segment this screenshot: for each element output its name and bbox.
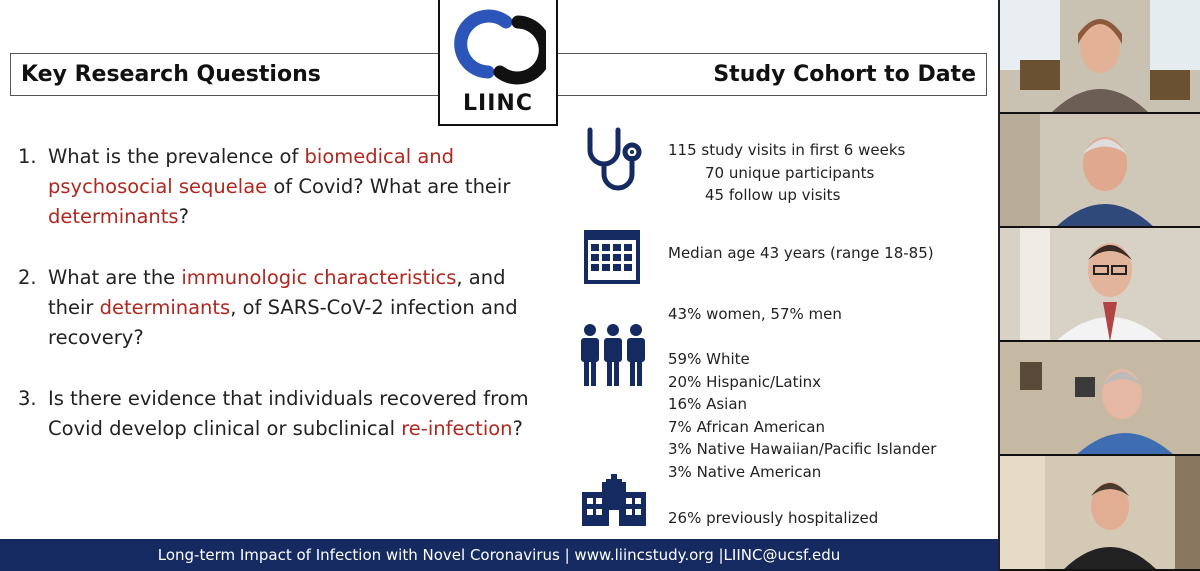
hospital-icon <box>582 474 646 526</box>
video-tile[interactable] <box>1000 228 1200 342</box>
stethoscope-icon <box>584 126 642 198</box>
question-text <box>48 142 538 232</box>
race-item: 3% Native American <box>668 462 822 481</box>
video-tile[interactable] <box>1000 0 1200 114</box>
hospitalized-stats <box>668 507 878 530</box>
sex-stats <box>668 303 842 326</box>
race-item: 59% White <box>668 350 750 368</box>
question-part: , and their <box>48 266 506 319</box>
participant-video <box>1000 114 1200 228</box>
race-item: 20% Hispanic/Latinx <box>668 372 822 391</box>
age-stats <box>668 242 934 265</box>
question-item <box>18 142 538 232</box>
liinc-logo-icon <box>452 8 546 86</box>
median-age: Median age 43 years (range 18-85) <box>668 244 934 262</box>
participant-video <box>1000 228 1200 342</box>
video-participant-strip <box>1000 0 1200 571</box>
visits-followup: 45 follow up visits <box>705 186 841 204</box>
calendar-icon <box>584 230 640 284</box>
participant-video <box>1000 456 1200 571</box>
question-number: 3. <box>18 387 37 410</box>
question-part: What are the <box>48 266 182 289</box>
hospitalized: 26% previously hospitalized <box>668 509 879 527</box>
question-highlight: re-infection <box>401 417 513 440</box>
race-stats <box>668 348 936 483</box>
question-part: , of SARS-CoV-2 infection and recovery? <box>48 296 518 349</box>
logo-text: LIINC <box>463 91 533 116</box>
question-item <box>18 384 538 444</box>
question-text <box>48 384 538 444</box>
race-item: 7% African American <box>668 417 826 436</box>
visits-stats <box>668 139 905 207</box>
video-tile[interactable] <box>1000 456 1200 571</box>
question-highlight: determinants <box>99 296 231 319</box>
header-key-research-questions: Key Research Questions <box>21 62 321 87</box>
question-highlight: biomedical and psychosocial sequelae <box>48 145 455 198</box>
question-part: Is there evidence that individuals recovered from Covid develop clinical or subclinical <box>48 387 529 440</box>
question-text <box>48 263 538 353</box>
question-highlight: determinants <box>48 205 179 228</box>
slide-footer: Long-term Impact of Infection with Novel Coronavirus | www.liincstudy.org |LIINC@ucsf.edu <box>0 539 998 571</box>
visits-unique: 70 unique participants <box>705 163 875 182</box>
video-tile[interactable] <box>1000 342 1200 456</box>
liinc-logo <box>438 0 558 126</box>
question-part: ? <box>512 417 523 440</box>
race-item: 3% Native Hawaiian/Pacific Islander <box>668 440 937 458</box>
research-questions-list <box>18 142 538 475</box>
participant-video <box>1000 0 1200 114</box>
question-item <box>18 263 538 353</box>
question-number: 1. <box>18 145 37 168</box>
people-icon <box>578 322 648 388</box>
sex-split: 43% women, 57% men <box>668 305 842 323</box>
question-part: What is the prevalence of <box>48 145 305 168</box>
participant-video <box>1000 342 1200 456</box>
question-part: of Covid? What are their <box>267 175 511 198</box>
header-study-cohort: Study Cohort to Date <box>713 62 976 87</box>
question-part: ? <box>178 205 189 228</box>
race-item: 16% Asian <box>668 395 748 413</box>
question-number: 2. <box>18 266 37 289</box>
video-tile[interactable] <box>1000 114 1200 228</box>
visits-total: 115 study visits in first 6 weeks <box>668 141 906 159</box>
question-highlight: immunologic characteristics <box>181 266 457 289</box>
